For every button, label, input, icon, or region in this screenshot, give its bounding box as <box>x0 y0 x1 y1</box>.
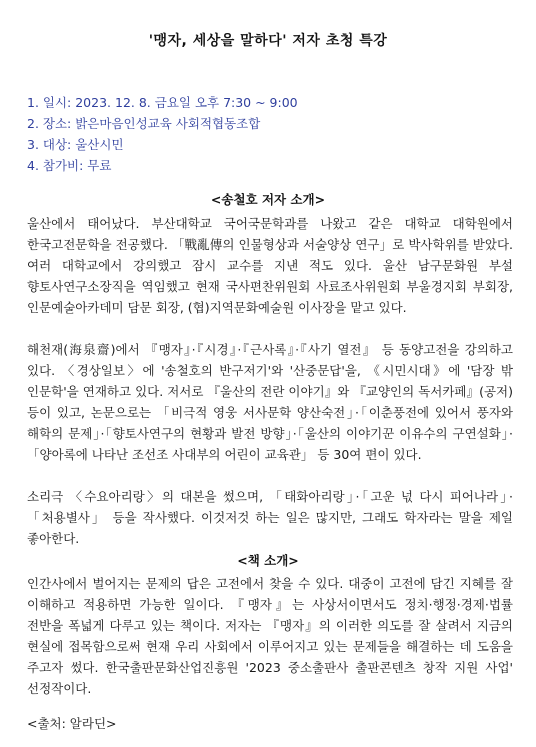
book-intro-paragraph: 인간사에서 벌어지는 문제의 답은 고전에서 찾을 수 있다. 대중이 고전에 담긴 지혜를 잘 이해하고 적용하면 가능한 일이다. 『맹자』는 사상서이면서도 정치·행정·경제·법률 전반을 폭넓게 다루고 있는 책이다. 저자는 『맹자』의 이러한 의도를 잘 살려서 지금의 현실에 접목함으로써 현재 우리 사회에서 이루어지고 있는 문제들을 해결하는 데 도움을 주고자 썼다. 한국출판문화산업진흥원 '2023 중소출판사 출판콘텐츠 창작 지원 사업' 선정작이다. <box>27 576 513 696</box>
author-bio-paragraph-3: 소리극 〈수요아리랑〉의 대본을 썼으며, 「태화아리랑」·「고운 넋 다시 피어나라」·「처용별사」 등을 작사했다. 이것저것 하는 일은 많지만, 그래도 학자라는 말을 제일 좋아한다. <box>27 489 513 546</box>
book-section-heading: <책 소개> <box>237 553 299 568</box>
author-bio-paragraph-2: 해천재(海泉齋)에서 『맹자』·『시경』·『근사록』·『사기 열전』 등 동양고전을 강의하고 있다. 〈경상일보〉에 '송철호의 반구저기'와 '산중문답'을, 《시민시대》에 '담장 밖 인문학'을 연재하고 있다. 저서로 『울산의 전란 이야기』와 『교양인의 독서카페』(공저) 등이 있고, 논문으로는 「비극적 영웅 서사문학 양산숙전」·「이춘풍전에 있어서 풍자와 해학의 문제」·「향토사연구의 현황과 발전 방향」·「울산의 이야기꾼 이유수의 구연설화」·「양아록에 나타난 조선조 사대부의 어린이 교육관」 등 30여 편이 있다. <box>27 342 513 462</box>
event-date: 1. 일시: 2023. 12. 8. 금요일 오후 7:30 ~ 9:00 <box>27 95 298 110</box>
source-note: <출처: 알라딘> <box>27 716 117 731</box>
author-bio-paragraph-1: 울산에서 태어났다. 부산대학교 국어국문학과를 나왔고 같은 대학교 대학원에서 한국고전문학을 전공했다. 「戰亂傳의 인물형상과 서술양상 연구」로 박사학위를 받았다. 여러 대학교에서 강의했고 잠시 교수를 지낸 적도 있다. 울산 남구문화원 부설 향토사연구소장직을 역임했고 현재 국사편찬위원회 사료조사위원회 부울경지회 부회장, 인문예술아카데미 담문 회장, (협)지역문화예술원 이사장을 맡고 있다. <box>27 216 513 315</box>
author-section-heading: <송철호 저자 소개> <box>210 192 326 207</box>
event-venue: 2. 장소: 밝은마음인성교육 사회적협동조합 <box>27 116 261 131</box>
page-title: '맹자, 세상을 말하다' 저자 초청 특강 <box>148 33 388 49</box>
event-audience: 3. 대상: 울산시민 <box>27 137 124 152</box>
event-fee: 4. 참가비: 무료 <box>27 158 112 173</box>
event-info-list <box>27 92 517 176</box>
